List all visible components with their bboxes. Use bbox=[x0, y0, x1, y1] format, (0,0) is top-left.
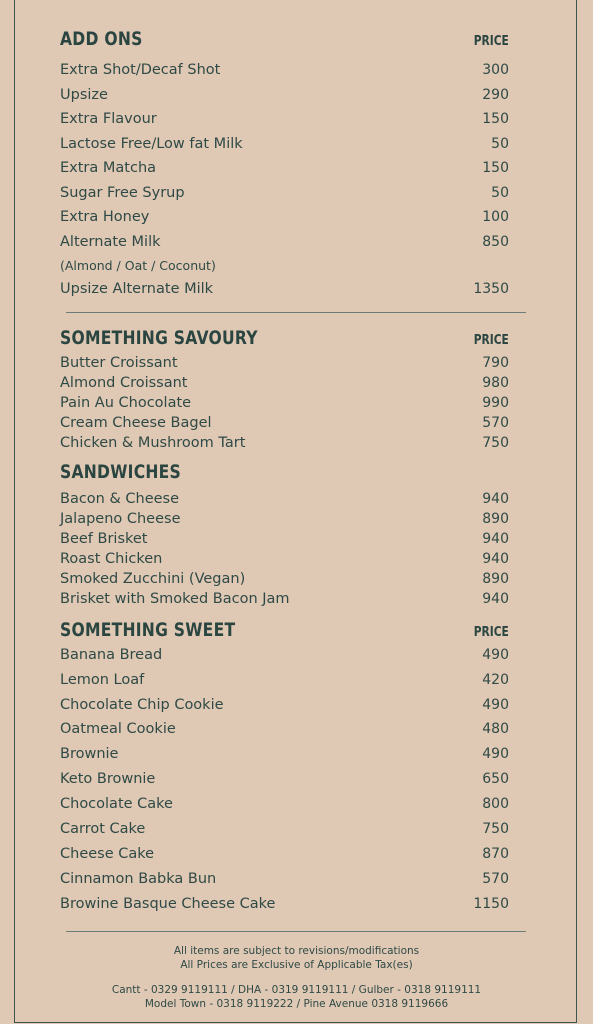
list-item bbox=[60, 435, 509, 451]
item-price: 1350 bbox=[473, 281, 509, 297]
item-name: Extra Flavour bbox=[60, 111, 157, 127]
list-item bbox=[60, 355, 509, 371]
list-item bbox=[60, 821, 509, 837]
list-item bbox=[60, 672, 509, 688]
item-name: Extra Shot/Decaf Shot bbox=[60, 62, 221, 78]
item-name: Browine Basque Cheese Cake bbox=[60, 896, 276, 912]
list-item bbox=[60, 209, 509, 225]
savoury-title: SOMETHING SAVOURY bbox=[60, 327, 258, 349]
item-price: 800 bbox=[482, 796, 509, 812]
item-name: Brisket with Smoked Bacon Jam bbox=[60, 591, 290, 607]
item-name: Chocolate Chip Cookie bbox=[60, 697, 224, 713]
item-price: 990 bbox=[482, 395, 509, 411]
item-name: Pain Au Chocolate bbox=[60, 395, 192, 411]
item-price: 420 bbox=[482, 672, 509, 688]
item-name: Upsize Alternate Milk bbox=[60, 281, 214, 297]
list-item bbox=[60, 111, 509, 127]
item-price: 480 bbox=[482, 721, 509, 737]
list-item bbox=[60, 160, 509, 176]
item-price: 980 bbox=[482, 375, 509, 391]
list-item bbox=[60, 375, 509, 391]
item-name: Upsize bbox=[60, 87, 108, 103]
footer-tax-note: All Prices are Exclusive of Applicable Tax(es) bbox=[180, 959, 413, 971]
item-name: Bacon & Cheese bbox=[60, 491, 180, 507]
item-price: 940 bbox=[482, 551, 509, 567]
section-divider bbox=[66, 312, 526, 313]
item-price: 1150 bbox=[473, 896, 509, 912]
item-name: Extra Matcha bbox=[60, 160, 157, 176]
item-price: 150 bbox=[482, 111, 509, 127]
item-name: Chocolate Cake bbox=[60, 796, 173, 812]
item-price: 940 bbox=[482, 491, 509, 507]
item-name: Chicken & Mushroom Tart bbox=[60, 435, 246, 451]
addons-price-label: PRICE bbox=[473, 34, 509, 49]
item-price: 490 bbox=[482, 697, 509, 713]
savoury-price-label: PRICE bbox=[473, 333, 509, 348]
item-name: Oatmeal Cookie bbox=[60, 721, 176, 737]
item-name: Cinnamon Babka Bun bbox=[60, 871, 217, 887]
sandwiches-title: SANDWICHES bbox=[60, 461, 182, 483]
list-item bbox=[60, 531, 509, 547]
sweet-title: SOMETHING SWEET bbox=[60, 619, 236, 641]
list-item bbox=[60, 647, 509, 663]
item-price: 150 bbox=[482, 160, 509, 176]
list-item bbox=[60, 871, 509, 887]
list-item bbox=[60, 491, 509, 507]
list-item bbox=[60, 281, 509, 297]
list-item bbox=[60, 415, 509, 431]
list-item bbox=[60, 697, 509, 713]
list-item bbox=[60, 551, 509, 567]
item-name: Lemon Loaf bbox=[60, 672, 145, 688]
list-item bbox=[60, 896, 509, 912]
addons-title: ADD ONS bbox=[60, 28, 143, 50]
item-price: 490 bbox=[482, 647, 509, 663]
item-name: Banana Bread bbox=[60, 647, 163, 663]
list-item bbox=[60, 62, 509, 78]
item-name: Brownie bbox=[60, 746, 119, 762]
alternate-milk-note: (Almond / Oat / Coconut) bbox=[60, 258, 216, 273]
footer-revisions-note: All items are subject to revisions/modifications bbox=[173, 945, 420, 957]
item-price: 570 bbox=[482, 415, 509, 431]
item-price: 850 bbox=[482, 234, 509, 250]
footer-contact-branches-2: Model Town - 0318 9119222 / Pine Avenue 0318 9119666 bbox=[144, 998, 449, 1010]
item-price: 490 bbox=[482, 746, 509, 762]
item-name: Sugar Free Syrup bbox=[60, 185, 185, 201]
item-price: 890 bbox=[482, 511, 509, 527]
list-item bbox=[60, 796, 509, 812]
item-price: 650 bbox=[482, 771, 509, 787]
sweet-price-label: PRICE bbox=[473, 625, 509, 640]
item-price: 750 bbox=[482, 821, 509, 837]
item-name: Lactose Free/Low fat Milk bbox=[60, 136, 243, 152]
item-name: Roast Chicken bbox=[60, 551, 163, 567]
list-item bbox=[60, 395, 509, 411]
item-price: 570 bbox=[482, 871, 509, 887]
item-name: Almond Croissant bbox=[60, 375, 188, 391]
addons-header bbox=[60, 28, 509, 50]
item-name: Butter Croissant bbox=[60, 355, 178, 371]
item-price: 290 bbox=[482, 87, 509, 103]
footer-divider bbox=[66, 931, 526, 932]
item-price: 300 bbox=[482, 62, 509, 78]
list-item bbox=[60, 746, 509, 762]
list-item bbox=[60, 591, 509, 607]
item-name: Jalapeno Cheese bbox=[60, 511, 181, 527]
item-name: Carrot Cake bbox=[60, 821, 146, 837]
list-item bbox=[60, 87, 509, 103]
item-name: Beef Brisket bbox=[60, 531, 148, 547]
list-item bbox=[60, 771, 509, 787]
item-price: 940 bbox=[482, 531, 509, 547]
item-price: 100 bbox=[482, 209, 509, 225]
item-name: Cream Cheese Bagel bbox=[60, 415, 212, 431]
sandwiches-header bbox=[60, 461, 509, 483]
list-item bbox=[60, 234, 509, 250]
savoury-header bbox=[60, 327, 509, 349]
item-price: 750 bbox=[482, 435, 509, 451]
item-price: 790 bbox=[482, 355, 509, 371]
list-item bbox=[60, 136, 509, 152]
list-item bbox=[60, 846, 509, 862]
item-name: Extra Honey bbox=[60, 209, 150, 225]
item-name: Alternate Milk bbox=[60, 234, 161, 250]
item-name: Keto Brownie bbox=[60, 771, 156, 787]
item-name: Cheese Cake bbox=[60, 846, 155, 862]
item-price: 940 bbox=[482, 591, 509, 607]
list-item bbox=[60, 185, 509, 201]
list-item bbox=[60, 721, 509, 737]
item-price: 50 bbox=[491, 185, 509, 201]
item-price: 890 bbox=[482, 571, 509, 587]
item-price: 50 bbox=[491, 136, 509, 152]
list-item bbox=[60, 571, 509, 587]
footer-contact-branches: Cantt - 0329 9119111 / DHA - 0319 9119111 / Gulber - 0318 9119111 bbox=[111, 984, 482, 996]
sweet-header bbox=[60, 619, 509, 641]
list-item bbox=[60, 511, 509, 527]
item-price: 870 bbox=[482, 846, 509, 862]
item-name: Smoked Zucchini (Vegan) bbox=[60, 571, 246, 587]
